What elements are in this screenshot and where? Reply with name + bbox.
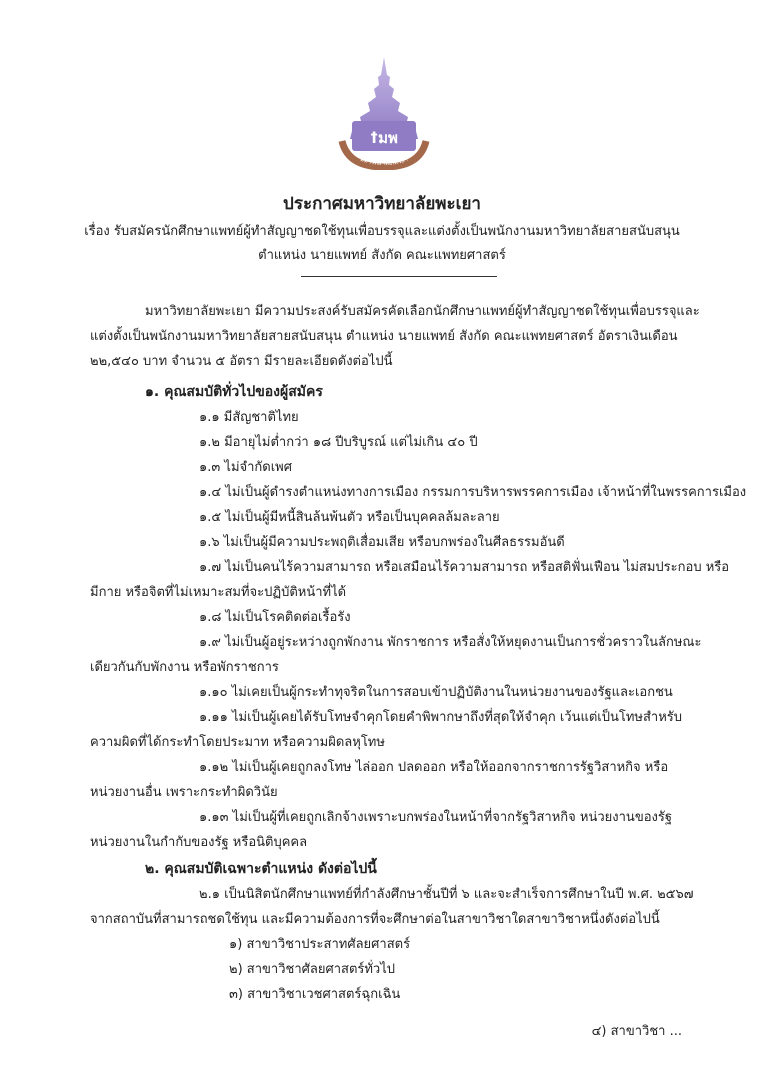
sub-list-item: ๑) สาขาวิชาประสาทศัลยศาสตร์ [229, 937, 411, 952]
list-item-continuation: จากสถาบันที่สามารถชดใช้ทุน และมีความต้องการที่จะศึกษาต่อในสาขาวิชาใดสาขาวิชาหนึ่งดังต่อไปนี้ [90, 912, 660, 927]
list-item-continuation: หน่วยงานในกำกับของรัฐ หรือนิติบุคคล [90, 835, 308, 850]
announcement-title: ประกาศมหาวิทยาลัยพะเยา [283, 194, 481, 214]
subtitle-line: เรื่อง รับสมัครนักศึกษาแพทย์ผู้ทำสัญญาชดใช้ทุนเพื่อบรรจุและแต่งตั้งเป็นพนักงานมหาวิทยาลัยสายสนับสนุน [84, 224, 680, 239]
section-heading: ๒. คุณสมบัติเฉพาะตำแหน่ง ดังต่อไปนี้ [145, 861, 377, 877]
sub-list-item: ๓) สาขาวิชาเวชศาสตร์ฉุกเฉิน [229, 987, 401, 1002]
list-item: ๑.๗ ไม่เป็นคนไร้ความสามารถ หรือเสมือนไร้ความสามารถ หรือสติฟั่นเฟือน ไม่สมประกอบ หรือ [199, 560, 730, 575]
subtitle-line: ตำแหน่ง นายแพทย์ สังกัด คณะแพทยศาสตร์ [258, 248, 506, 263]
list-item: ๑.๑๑ ไม่เป็นผู้เคยได้รับโทษจำคุกโดยคำพิพากษาถึงที่สุดให้จำคุก เว้นแต่เป็นโทษสำหรับ [199, 710, 683, 725]
section-heading: ๑. คุณสมบัติทั่วไปของผู้สมัคร [145, 384, 323, 400]
list-item: ๑.๘ ไม่เป็นโรคติดต่อเรื้อรัง [199, 610, 351, 625]
svg-text:ꝉมพ: ꝉมพ [370, 129, 398, 147]
list-item-continuation: หน่วยงานอื่น เพราะกระทำผิดวินัย [90, 785, 278, 800]
list-item: ๑.๑๐ ไม่เคยเป็นผู้กระทำทุจริตในการสอบเข้าปฏิบัติงานในหน่วยงานของรัฐและเอกชน [199, 685, 673, 700]
university-logo [338, 55, 430, 170]
intro-line: แต่งตั้งเป็นพนักงานมหาวิทยาลัยสายสนับสนุน ตำแหน่ง นายแพทย์ สังกัด คณะแพทยศาสตร์ อัตราเงินเดือน [90, 329, 678, 344]
list-item: ๑.๓ ไม่จำกัดเพศ [199, 460, 293, 475]
list-item-continuation: ความผิดที่ได้กระทำโดยประมาท หรือความผิดลหุโทษ [90, 735, 385, 750]
list-item: ๑.๙ ไม่เป็นผู้อยู่ระหว่างถูกพักงาน พักราชการ หรือสั่งให้หยุดงานเป็นการชั่วคราวในลักษณะ [199, 635, 702, 650]
list-item: ๑.๖ ไม่เป็นผู้มีความประพฤติเสื่อมเสีย หรือบกพร่องในศีลธรรมอันดี [199, 535, 565, 550]
announcement-subtitle [60, 220, 704, 268]
list-item: ๑.๑๒ ไม่เป็นผู้เคยถูกลงโทษ ไล่ออก ปลดออก หรือให้ออกจากราชการรัฐวิสาหกิจ หรือ [199, 760, 669, 775]
list-item-continuation: มีกาย หรือจิตที่ไม่เหมาะสมที่จะปฏิบัติหน้าที่ได้ [90, 585, 347, 600]
title-divider [301, 276, 497, 277]
list-item: ๑.๒ มีอายุไม่ต่ำกว่า ๑๘ ปีบริบูรณ์ แต่ไม่เกิน ๔๐ ปี [199, 435, 478, 450]
intro-line: มหาวิทยาลัยพะเยา มีความประสงค์รับสมัครคัดเลือกนักศึกษาแพทย์ผู้ทำสัญญาชดใช้ทุนเพื่อบรรจุและ [145, 304, 700, 319]
list-item: ๑.๑ มีสัญชาติไทย [199, 410, 299, 425]
svg-text:มหาวิทยาลัยพะเยา: มหาวิทยาลัยพะเยา [359, 155, 409, 168]
next-page-marker: ๔) สาขาวิชา ... [591, 1024, 682, 1039]
sub-list-item: ๒) สาขาวิชาศัลยศาสตร์ทั่วไป [229, 962, 396, 977]
list-item: ๒.๑ เป็นนิสิตนักศึกษาแพทย์ที่กำลังศึกษาชั้นปีที่ ๖ และจะสำเร็จการศึกษาในปี พ.ศ. ๒๕๖๗ [199, 887, 694, 902]
intro-line: ๒๒,๕๔๐ บาท จำนวน ๕ อัตรา มีรายละเอียดดังต่อไปนี้ [90, 354, 393, 369]
list-item: ๑.๕ ไม่เป็นผู้มีหนี้สินล้นพ้นตัว หรือเป็นบุคคลล้มละลาย [199, 510, 500, 525]
list-item-continuation: เดียวกันกับพักงาน หรือพักราชการ [90, 660, 279, 675]
list-item: ๑.๔ ไม่เป็นผู้ดำรงตำแหน่งทางการเมือง กรรมการบริหารพรรคการเมือง เจ้าหน้าที่ในพรรคการเมือง [199, 485, 747, 500]
list-item: ๑.๑๓ ไม่เป็นผู้ที่เคยถูกเลิกจ้างเพราะบกพร่องในหน้าที่จากรัฐวิสาหกิจ หน่วยงานของรัฐ [199, 810, 673, 825]
